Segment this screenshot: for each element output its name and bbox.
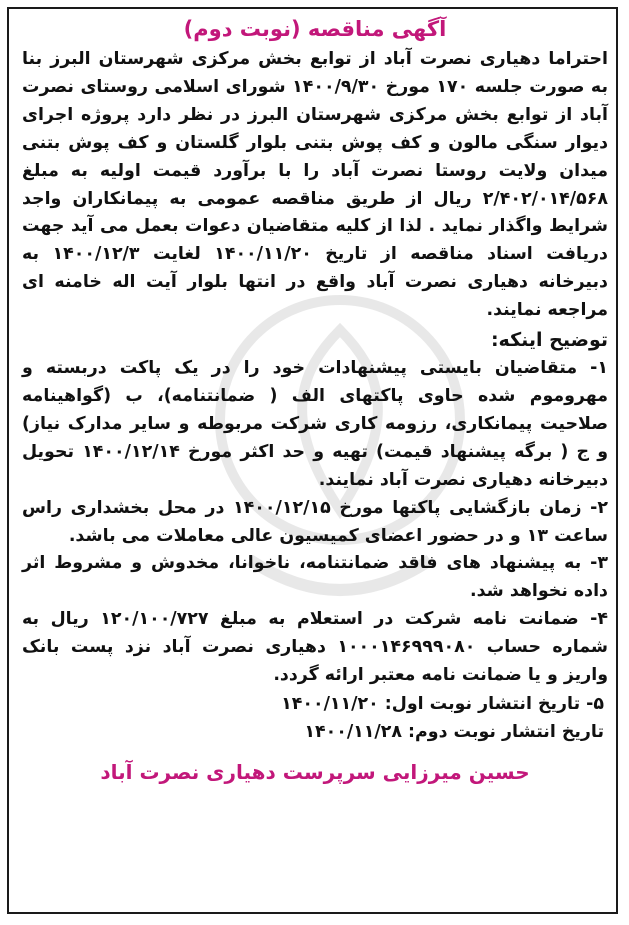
note-item-4: ۴- ضمانت نامه شرکت در استعلام به مبلغ ۱۲۰/۱۰۰/۷۲۷ ریال به شماره حساب ۱۰۰۰۱۴۶۹۹۹۰۸۰ دهیاری نصرت آباد نزد پست بانک واریز و یا ضمانت نامه معتبر ارائه گردد.	[22, 609, 608, 686]
note-item-1: ۱- متقاضیان بایستی پیشنهادات خود را در یک پاکت دربسته و مهروموم شده حاوی پاکتهای الف ( ضمانتنامه)، ب (گواهینامه صلاحیت پیمانکاری، رزومه کاری شرکت مربوطه و سایر مدارک نیاز) و ج ( برگه پیشنهاد قیمت) تهیه و حد اکثر مورخ ۱۴۰۰/۱۲/۱۴ تحویل دبیرخانه دهیاری نصرت آباد نمایند.	[22, 358, 608, 490]
notice-title: آگهی مناقصه (نوبت دوم)	[183, 17, 447, 41]
publish-date-first: ۵- تاریخ انتشار نوبت اول: ۱۴۰۰/۱۱/۲۰	[281, 693, 604, 714]
note-item-2: ۲- زمان بازگشایی پاکتها مورخ ۱۴۰۰/۱۲/۱۵ در محل بخشداری راس ساعت ۱۳ و در حضور اعضای کمیسیون عالی معاملات می باشد.	[22, 497, 608, 546]
publish-date-second: تاریخ انتشار نوبت دوم: ۱۴۰۰/۱۱/۲۸	[304, 721, 604, 742]
notes-heading: توضیح اینکه:	[490, 329, 608, 352]
notice-content	[22, 14, 608, 788]
notice-intro: احتراما دهیاری نصرت آباد از توابع بخش مرکزی شهرستان البرز بنا به صورت جلسه ۱۷۰ مورخ ۱۴۰۰/۹/۳۰ شورای اسلامی روستای نصرت آباد از توابع بخش مرکزی شهرستان البرز در نظر دارد پروژه اجرای دیوار سنگی مالون و کف پوش بتنی بلوار گلستان و کف پوش بتنی میدان ولایت روستا نصرت آباد را با برآورد قیمت اولیه به مبلغ ۲/۴۰۲/۰۱۴/۵۶۸ ریال از طریق مناقصه عمومی به پیمانکاران واجد شرایط واگذار نماید . لذا از کلیه متقاضیان دعوات بعمل می آید جهت دریافت اسناد مناقصه از تاریخ ۱۴۰۰/۱۱/۲۰ لغایت ۱۴۰۰/۱۲/۳ به دبیرخانه دهیاری نصرت آباد واقع در انتها بلوار آیت اله خامنه ای مراجعه نمایند.	[22, 49, 609, 321]
note-item-3: ۳- به پیشنهاد های فاقد ضمانتنامه، ناخوانا، مخدوش و مشروط اثر داده نخواهد شد.	[22, 553, 608, 602]
signature-line: حسین میرزایی سرپرست دهیاری نصرت آباد	[100, 759, 530, 784]
